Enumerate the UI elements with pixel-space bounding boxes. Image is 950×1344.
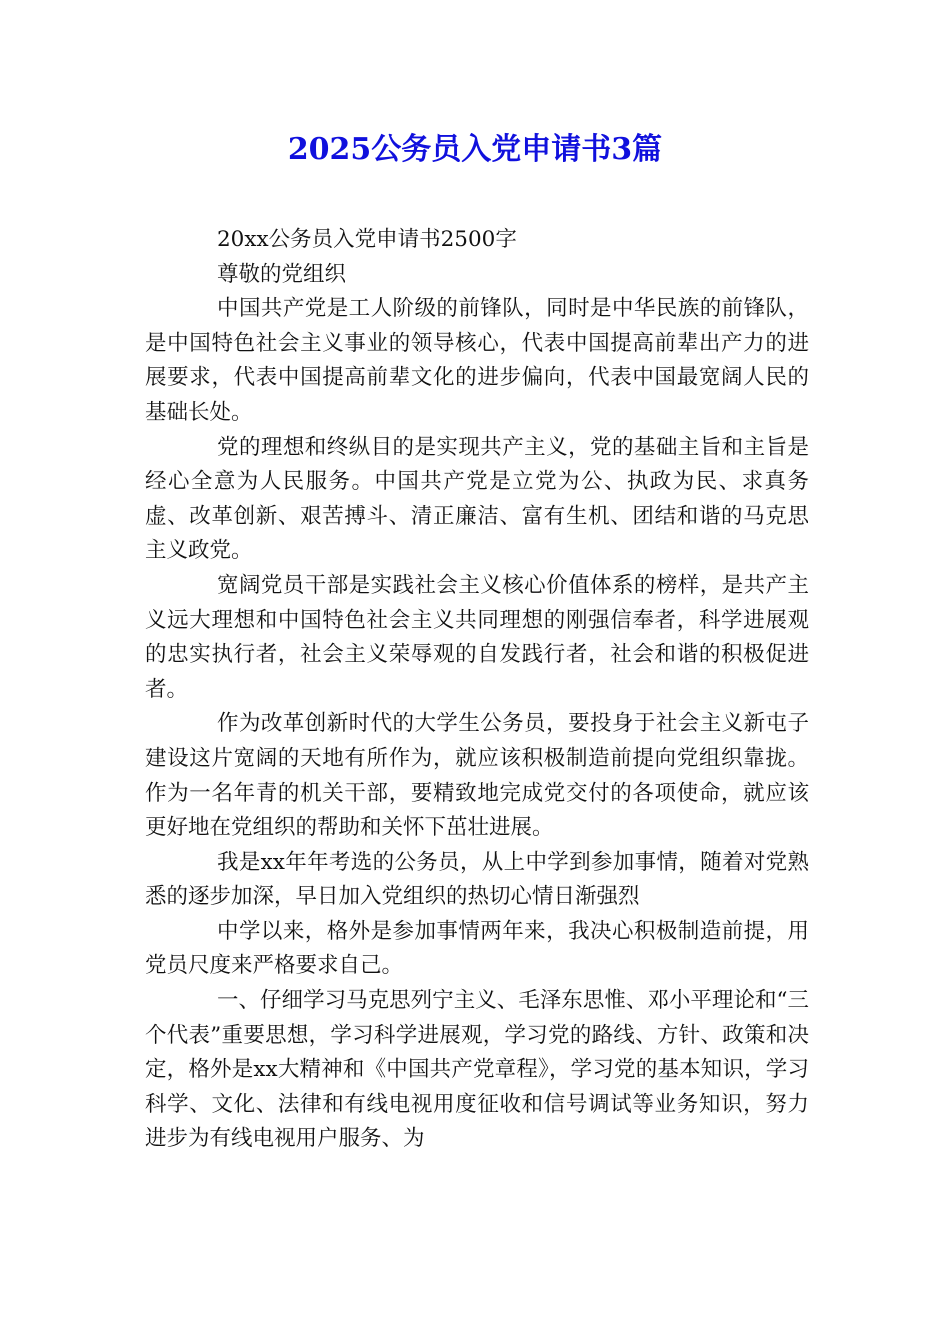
paragraph-salutation: 尊敬的党组织	[217, 261, 347, 287]
document-title: 2025公务员入党申请书3篇	[287, 132, 663, 167]
paragraph: 中国共产党是工人阶级的前锋队，同时是中华民族的前锋队，是中国特色社会主义事业的领导核心，代表中国提高前辈出产力的进展要求，代表中国提高前辈文化的进步偏向，代表中国最宽阔人民的基础长处。	[145, 296, 809, 425]
document-body	[145, 223, 809, 1157]
paragraph-subtitle: 20xx公务员入党申请书2500字	[217, 227, 517, 252]
paragraph: 一、仔细学习马克思列宁主义、毛泽东思惟、邓小平理论和“三个代表”重要思想，学习科学进展观，学习党的路线、方针、政策和决定，格外是xx大精神和《中国共产党章程》，学习党的基本知识，学习科学、文化、法律和有线电视用度征收和信号调试等业务知识，努力进步为有线电视用户服务、为	[145, 988, 809, 1152]
paragraph: 我是xx年年考选的公务员，从上中学到参加事情，随着对党熟悉的逐步加深，早日加入党组织的热切心情日渐强烈	[145, 849, 809, 910]
paragraph: 中学以来，格外是参加事情两年来，我决心积极制造前提，用党员尺度来严格要求自己。	[145, 918, 809, 979]
paragraph: 作为改革创新时代的大学生公务员，要投身于社会主义新屯子建设这片宽阔的天地有所作为，就应该积极制造前提向党组织靠拢。作为一名年青的机关干部，要精致地完成党交付的各项使命，就应该更好地在党组织的帮助和关怀下茁壮进展。	[145, 711, 809, 841]
paragraph: 宽阔党员干部是实践社会主义核心价值体系的榜样，是共产主义远大理想和中国特色社会主义共同理想的刚强信奉者，科学进展观的忠实执行者，社会主义荣辱观的自发践行者，社会和谐的积极促进者。	[145, 572, 809, 702]
paragraph: 党的理想和终纵目的是实现共产主义，党的基础主旨和主旨是经心全意为人民服务。中国共产党是立党为公、执政为民、求真务虚、改革创新、艰苦搏斗、清正廉洁、富有生机、团结和谐的马克思主义政党。	[145, 434, 809, 564]
